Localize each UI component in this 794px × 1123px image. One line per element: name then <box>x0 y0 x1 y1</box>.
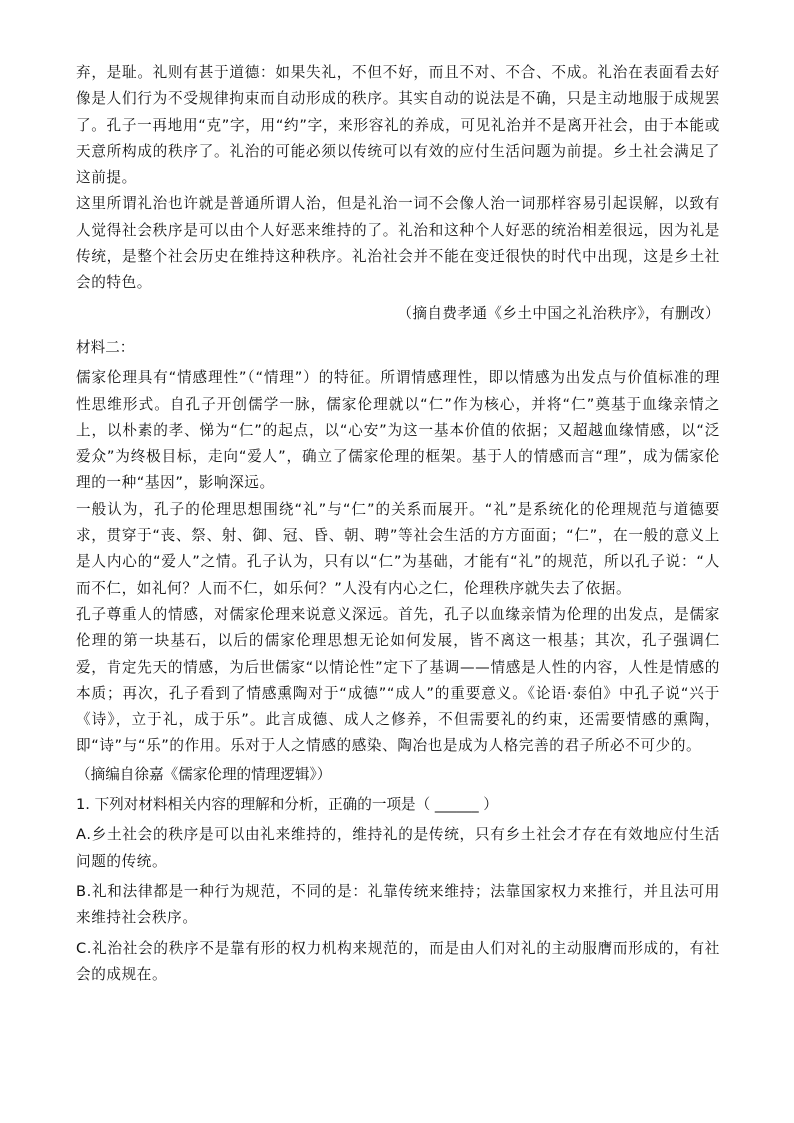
option-a: A.乡土社会的秩序是可以由礼来维持的，维持礼的是传统，只有乡土社会才存在有效地应付生活问题的传统。 <box>76 826 720 870</box>
document-page <box>76 60 720 992</box>
material2-paragraph-1: 儒家伦理具有“情感理性”（“情理”）的特征。所谓情感理性，即以情感为出发点与价值标准的理性思维形式。自孔子开创儒学一脉，儒家伦理就以“仁”作为核心，并将“仁”奠基于血缘亲情之上，以朴素的孝、悌为“仁”的起点，以“心安”为这一基本价值的依据；又超越血缘情感，以“泛爱众”为终极目标，走向“爱人”，确立了儒家伦理的框架。基于人的情感而言“理”，成为儒家伦理的一种“基因”，影响深远。 <box>76 369 720 492</box>
question-stem: 1. 下列对材料相关内容的理解和分析，正确的一项是（ ______ ） <box>76 796 498 814</box>
material1-paragraph-2: 这里所谓礼治也许就是普通所谓人治，但是礼治一词不会像人治一词那样容易引起误解，以致有人觉得社会秩序是可以由个人好恶来维持的了。礼治和这种个人好恶的统治相差很远，因为礼是传统，是整个社会历史在维持这种秩序。礼治社会并不能在变迁很快的时代中出现，这是乡土社会的特色。 <box>76 195 720 292</box>
material2-paragraph-3: 孔子尊重人的情感，对儒家伦理来说意义深远。首先，孔子以血缘亲情为伦理的出发点，是儒家伦理的第一块基石，以后的儒家伦理思想无论如何发展，皆不离这一根基；其次，孔子强调仁爱，肯定先天的情感，为后世儒家“以情论性”定下了基调——情感是人性的内容，人性是情感的本质；再次，孔子看到了情感熏陶对于“成德”“成人”的重要意义。《论语·泰伯》中孔子说“兴于《诗》，立于礼，成于乐”。此言成德、成人之修养，不但需要礼的约束，还需要情感的熏陶，即“诗”与“乐”的作用。乐对于人之情感的感染、陶冶也是成为人格完善的君子所必不可少的。 <box>76 605 720 755</box>
option-c: C.礼治社会的秩序不是靠有形的权力机构来规范的，而是由人们对礼的主动服膺而形成的，有社会的成规在。 <box>76 939 720 983</box>
material1-paragraph-1: 弃，是耻。礼则有甚于道德：如果失礼，不但不好，而且不对、不合、不成。礼治在表面看去好像是人们行为不受规律拘束而自动形成的秩序。其实自动的说法是不确，只是主动地服于成规罢了。孔子一再地用“克”字，用“约”字，来形容礼的养成，可见礼治并不是离开社会，由于本能或天意所构成的秩序了。礼治的可能必须以传统可以有效的应付生活问题为前提。乡土社会满足了这前提。 <box>76 64 720 187</box>
material2-source: （摘编自徐嘉《儒家伦理的情理逻辑》） <box>76 765 332 783</box>
option-b: B.礼和法律都是一种行为规范，不同的是：礼靠传统来维持；法靠国家权力来推行，并且法可用来维持社会秩序。 <box>76 882 720 927</box>
material2-label: 材料二： <box>76 338 135 356</box>
material1-source: （摘自费孝通《乡土中国之礼治秩序》，有删改） <box>397 304 720 322</box>
material2-paragraph-2: 一般认为，孔子的伦理思想围绕“礼”与“仁”的关系而展开。“礼”是系统化的伦理规范与道德要求，贯穿于“丧、祭、射、御、冠、昏、朝、聘”等社会生活的方方面面；“仁”，在一般的意义上是人内心的“爱人”之情。孔子认为，只有以“仁”为基础，才能有“礼”的规范，所以孔子说：“人而不仁，如礼何？人而不仁，如乐何？”人没有内心之仁，伦理秩序就失去了依据。 <box>76 500 720 597</box>
